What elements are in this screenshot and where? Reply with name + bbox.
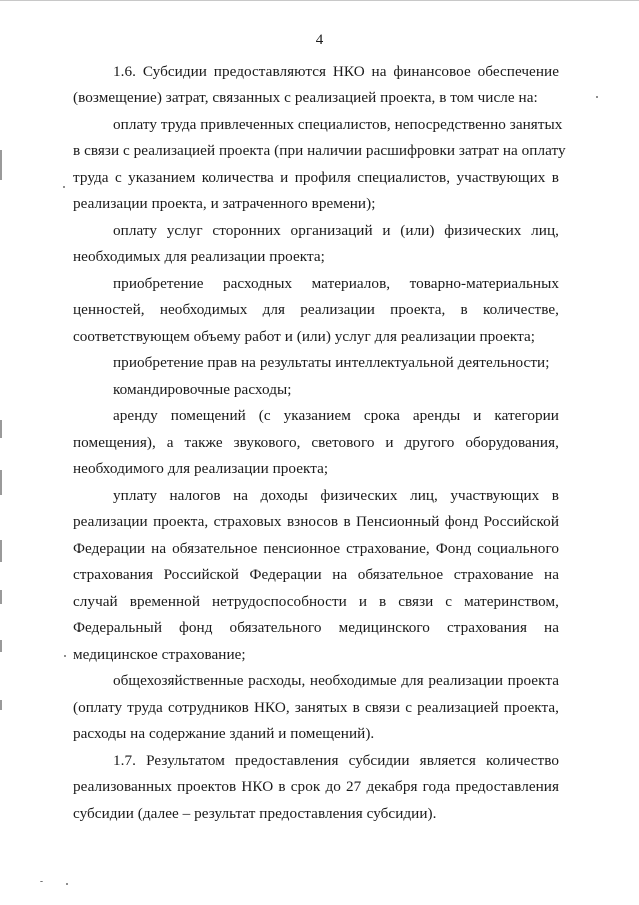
paragraph-line: (возмещение) затрат, связанных с реализацией проекта, в том числе на:	[73, 89, 538, 106]
paragraph-line: оплату труда привлеченных специалистов, непосредственно занятых	[113, 116, 563, 133]
paragraph-line: расходы на содержание зданий и помещений).	[73, 725, 375, 742]
paragraph-line: реализации проекта, и затраченного времени);	[73, 195, 376, 212]
paragraph-line: в связи с реализацией проекта (при наличии расшифровки затрат на оплату	[73, 142, 566, 159]
paragraph-line: командировочные расходы;	[113, 381, 292, 398]
scan-speck	[40, 881, 43, 882]
scan-edge-mark	[0, 150, 2, 180]
scan-edge-mark	[0, 640, 2, 652]
paragraph-line: уплату налогов на доходы физических лиц, участвующих в	[113, 487, 559, 504]
page-number: 4	[315, 32, 324, 48]
paragraph-line: (оплату труда сотрудников НКО, занятых в связи с реализацией проекта,	[73, 699, 559, 716]
paragraph-line: 1.6. Субсидии предоставляются НКО на финансовое обеспечение	[113, 63, 559, 80]
paragraph-line: общехозяйственные расходы, необходимые для реализации проекта	[113, 672, 559, 689]
scan-speck	[596, 96, 598, 98]
page-top-edge	[0, 0, 639, 1]
paragraph-line: аренду помещений (с указанием срока аренды и категории	[113, 407, 559, 424]
paragraph-line: реализованных проектов НКО в срок до 27 декабря года предоставления	[73, 778, 559, 795]
scan-edge-mark	[0, 700, 2, 710]
paragraph-line: Федерации на обязательное пенсионное страхование, Фонд социального	[73, 540, 559, 557]
scan-speck	[66, 883, 68, 885]
paragraph-line: медицинское страхование;	[73, 646, 246, 663]
scan-edge-mark	[0, 540, 2, 562]
paragraph-line: помещения), а также звукового, светового и другого оборудования,	[73, 434, 559, 451]
paragraph-line: Федеральный фонд обязательного медицинского страхования на	[73, 619, 559, 636]
paragraph-line: 1.7. Результатом предоставления субсидии является количество	[113, 752, 559, 769]
paragraph-line: приобретение расходных материалов, товарно-материальных	[113, 275, 559, 292]
paragraph-line: соответствующем объему работ и (или) услуг для реализации проекта;	[73, 328, 536, 345]
scan-edge-mark	[0, 470, 2, 495]
paragraph-line: необходимого для реализации проекта;	[73, 460, 329, 477]
paragraph-line: необходимых для реализации проекта;	[73, 248, 325, 265]
scan-edge-mark	[0, 420, 2, 438]
paragraph-line: оплату услуг сторонних организаций и (или) физических лиц,	[113, 222, 559, 239]
paragraph-line: субсидии (далее – результат предоставления субсидии).	[73, 805, 437, 822]
paragraph-line: случай временной нетрудоспособности и в связи с материнством,	[73, 593, 559, 610]
paragraph-line: приобретение прав на результаты интеллектуальной деятельности;	[113, 354, 550, 371]
paragraph-line: ценностей, необходимых для реализации проекта, в количестве,	[73, 301, 559, 318]
paragraph-line: труда с указанием количества и профиля специалистов, участвующих в	[73, 169, 559, 186]
scan-speck	[63, 186, 65, 188]
scan-speck	[64, 655, 66, 657]
paragraph-line: реализации проекта, страховых взносов в Пенсионный фонд Российской	[73, 513, 559, 530]
paragraph-line: страхования Российской Федерации на обязательное страхование на	[73, 566, 559, 583]
scan-edge-mark	[0, 590, 2, 604]
